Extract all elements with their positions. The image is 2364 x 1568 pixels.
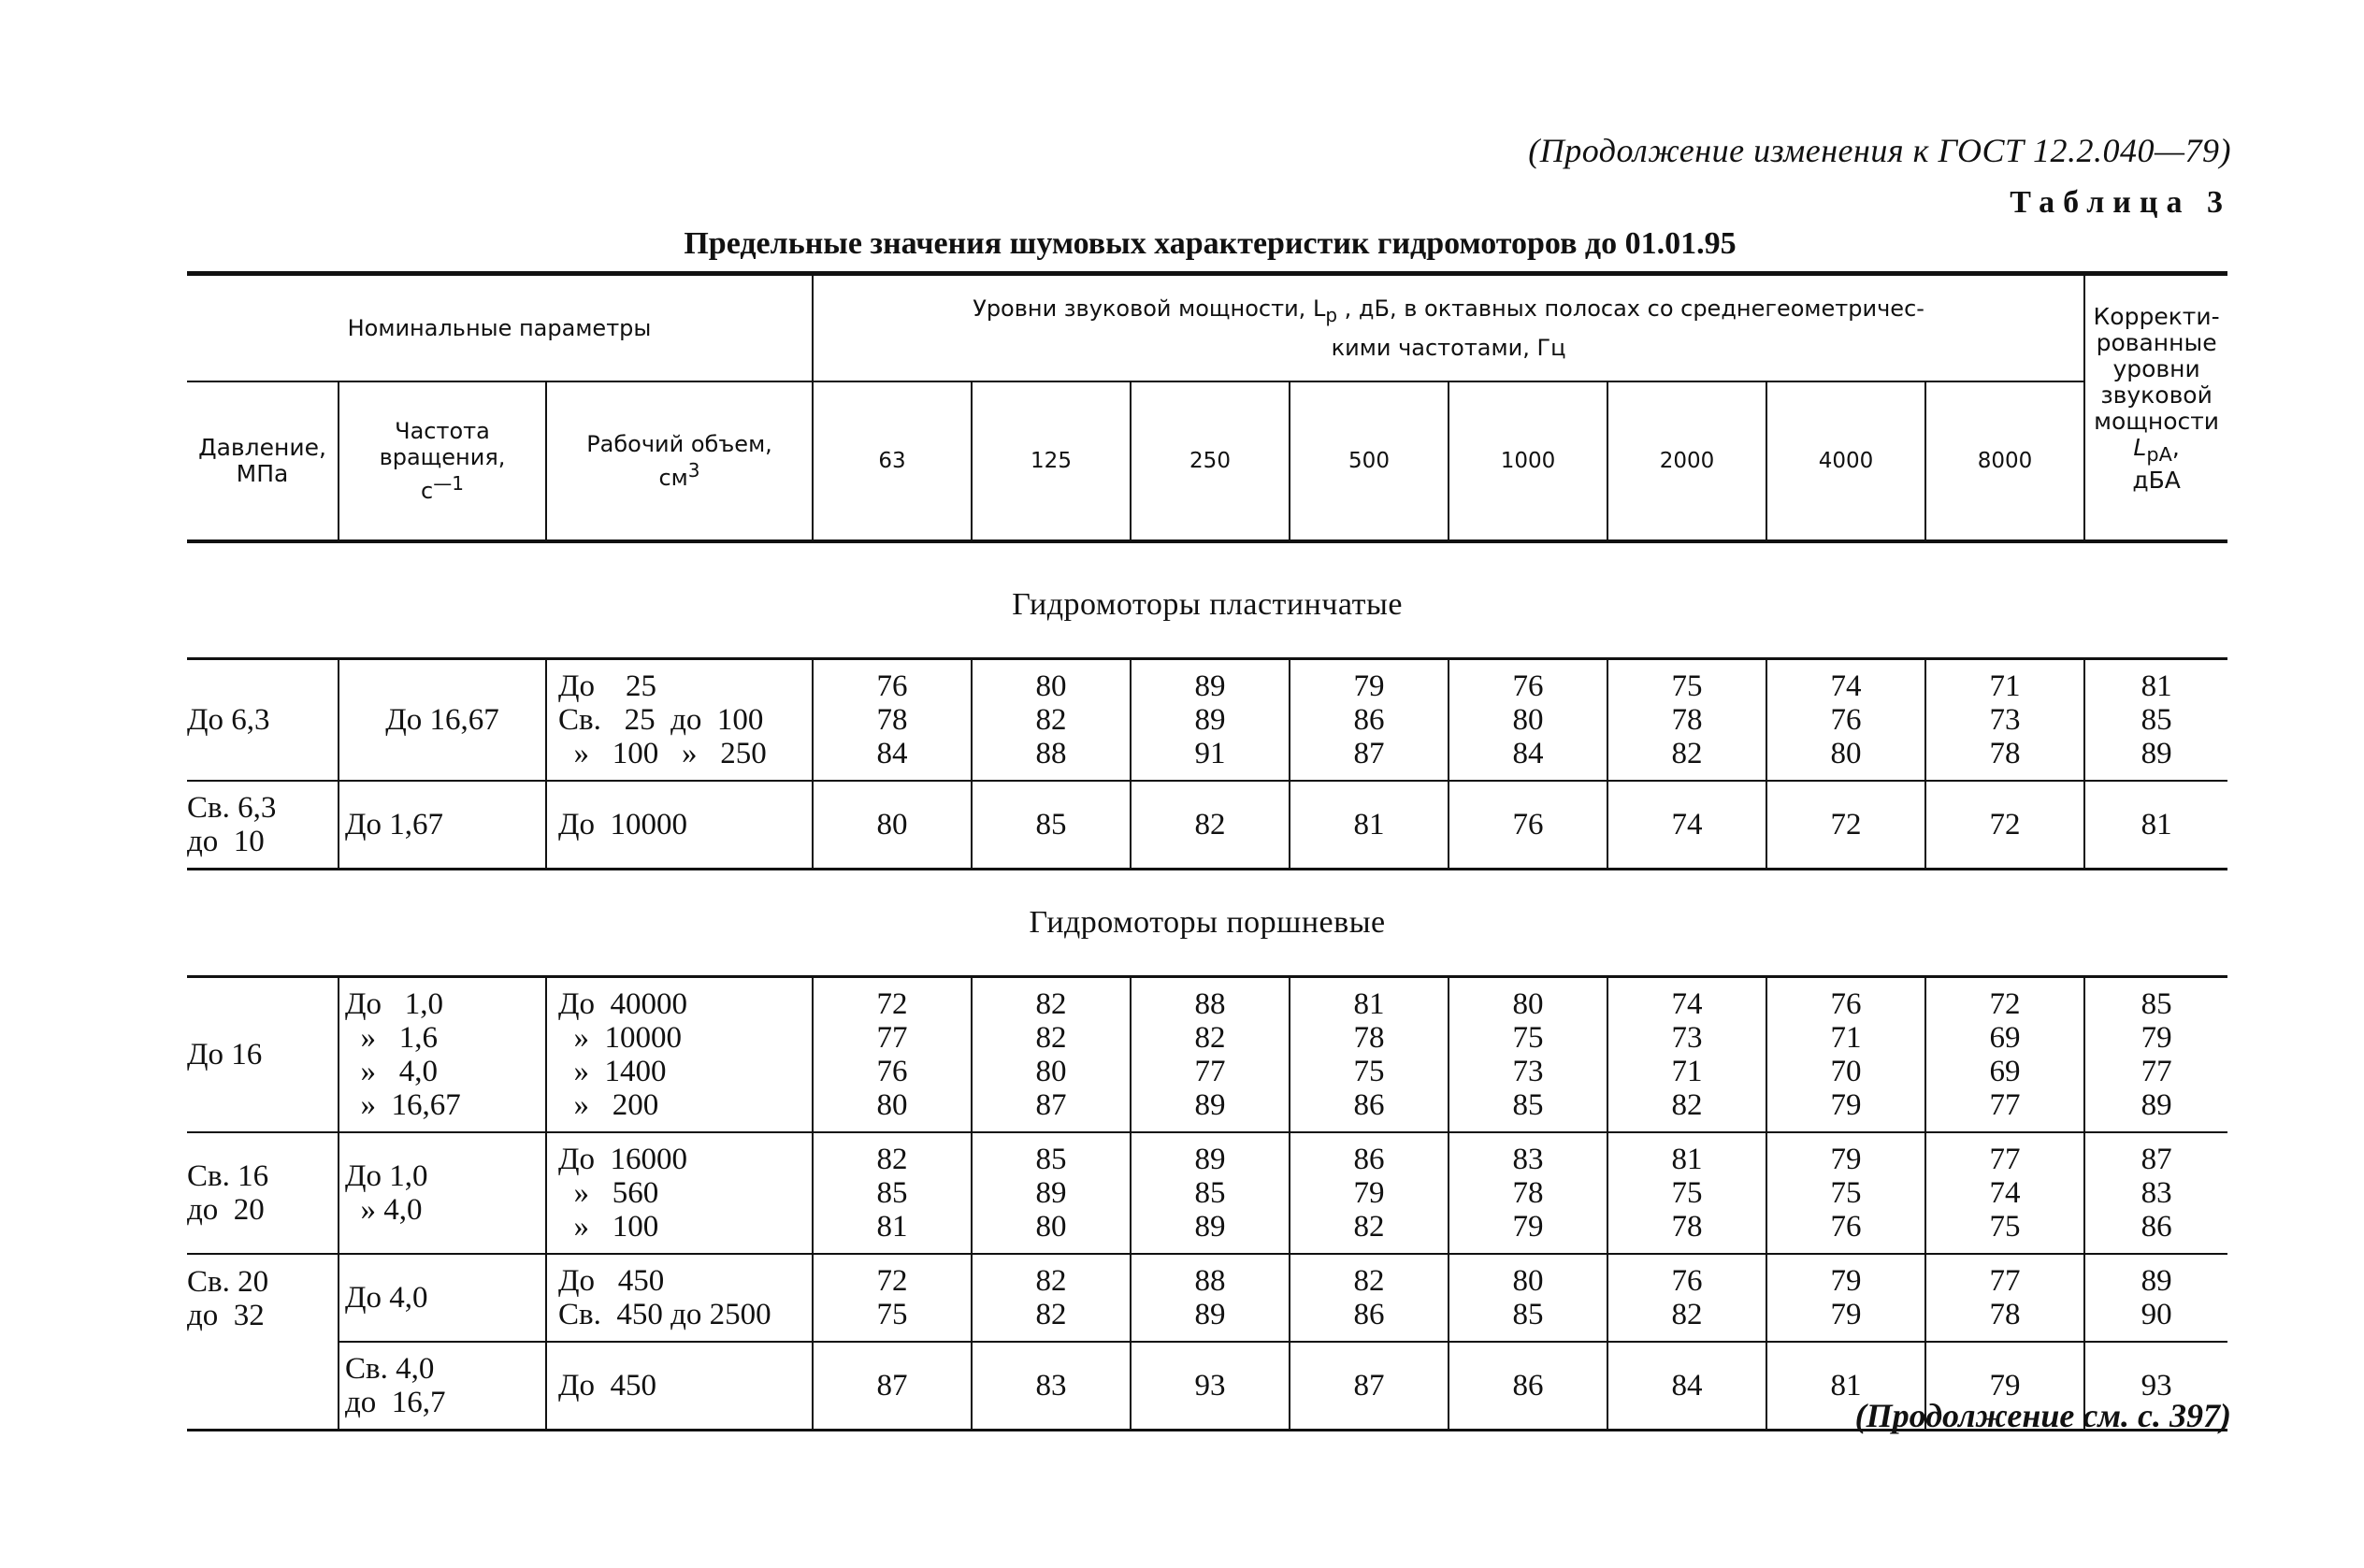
- value-cell-band-125-line: 82: [1035, 1264, 1067, 1298]
- value-cell-band-63-line: 77: [876, 1021, 908, 1055]
- value-cell-band-1000-line: 76: [1512, 669, 1544, 703]
- value-cell-band-500-line: 75: [1353, 1055, 1385, 1088]
- volume-cell: [546, 1132, 813, 1254]
- pressure-cell-line: до 32: [187, 1298, 265, 1332]
- value-cell-band-250: [1131, 1342, 1290, 1431]
- value-cell-band-8000-line: 69: [1989, 1055, 2021, 1088]
- header-nominal-params: Номинальные параметры: [187, 274, 813, 382]
- volume-cell: [546, 1342, 813, 1431]
- value-cell-band-2000-line: 78: [1671, 703, 1703, 737]
- value-cell-band-2000-line: 81: [1671, 1143, 1703, 1176]
- value-cell-band-63-line: 81: [876, 1210, 908, 1244]
- value-cell-band-1000-line: 79: [1512, 1210, 1544, 1244]
- value-cell-band-63: [813, 1132, 972, 1254]
- value-cell-band-63-line: 80: [876, 1088, 908, 1122]
- corrected-level-cell: [2084, 1254, 2227, 1342]
- value-cell-band-500: [1290, 659, 1449, 782]
- value-cell-band-2000-line: 74: [1671, 808, 1703, 842]
- value-cell-band-250-line: 89: [1194, 1210, 1226, 1244]
- frequency-cell: [339, 1342, 546, 1431]
- value-cell-band-1000-line: 80: [1512, 1264, 1544, 1298]
- frequency-cell-line: » 16,67: [345, 1088, 461, 1122]
- corrected-level-cell: [2084, 1132, 2227, 1254]
- value-cell-band-2000-line: 75: [1671, 669, 1703, 703]
- volume-cell-line: Св. 25 до 100: [558, 703, 764, 737]
- frequency-cell: [339, 1132, 546, 1254]
- pressure-cell-line: До 16: [187, 1038, 263, 1072]
- value-cell-band-1000: [1449, 1132, 1607, 1254]
- header-band-250: 250: [1131, 381, 1290, 541]
- value-cell-band-1000-line: 76: [1512, 808, 1544, 842]
- value-cell-band-8000-line: 77: [1989, 1088, 2021, 1122]
- value-cell-band-250-line: 89: [1194, 669, 1226, 703]
- value-cell-band-8000: [1925, 977, 2084, 1133]
- volume-cell-line: До 450: [558, 1264, 665, 1298]
- value-cell-band-63: [813, 1342, 972, 1431]
- value-cell-band-1000: [1449, 1254, 1607, 1342]
- value-cell-band-1000-line: 86: [1512, 1369, 1544, 1403]
- value-cell-band-63: [813, 977, 972, 1133]
- volume-cell-line: » 10000: [558, 1021, 682, 1055]
- volume-cell-line: До 450: [558, 1369, 657, 1403]
- value-cell-band-125-line: 82: [1035, 703, 1067, 737]
- value-cell-band-63: [813, 659, 972, 782]
- value-cell-band-8000-line: 77: [1989, 1264, 2021, 1298]
- table-row: [187, 977, 2227, 1133]
- value-cell-band-8000-line: 74: [1989, 1176, 2021, 1210]
- header-band-4000: 4000: [1766, 381, 1925, 541]
- value-cell-band-4000-line: 72: [1830, 808, 1862, 842]
- value-cell-band-500: [1290, 781, 1449, 870]
- frequency-cell: [339, 977, 546, 1133]
- pressure-cell: [187, 1132, 339, 1254]
- value-cell-band-125-line: 82: [1035, 1021, 1067, 1055]
- value-cell-band-250: [1131, 659, 1290, 782]
- value-cell-band-4000-line: 75: [1830, 1176, 1862, 1210]
- frequency-cell: [339, 1254, 546, 1342]
- corrected-level-cell-line: 90: [2141, 1298, 2172, 1331]
- value-cell-band-250-line: 85: [1194, 1176, 1226, 1210]
- corrected-level-cell-line: 86: [2141, 1210, 2172, 1244]
- pressure-cell: [187, 1254, 339, 1342]
- value-cell-band-8000-line: 72: [1989, 808, 2021, 842]
- volume-cell-line: » 200: [558, 1088, 659, 1122]
- corrected-level-cell-line: 77: [2141, 1055, 2172, 1088]
- value-cell-band-8000: [1925, 781, 2084, 870]
- frequency-cell-line: » 4,0: [345, 1055, 438, 1088]
- value-cell-band-4000-line: 76: [1830, 703, 1862, 737]
- value-cell-band-2000-line: 76: [1671, 1264, 1703, 1298]
- volume-cell-line: До 16000: [558, 1143, 688, 1176]
- continuation-header-note: (Продолжение изменения к ГОСТ 12.2.040—79): [1528, 132, 2231, 169]
- value-cell-band-4000-line: 79: [1830, 1088, 1862, 1122]
- value-cell-band-125: [972, 977, 1131, 1133]
- value-cell-band-500-line: 82: [1353, 1264, 1385, 1298]
- pressure-cell: [187, 977, 339, 1133]
- value-cell-band-4000-line: 81: [1830, 1369, 1862, 1403]
- value-cell-band-2000-line: 75: [1671, 1176, 1703, 1210]
- header-band-8000: 8000: [1925, 381, 2084, 541]
- value-cell-band-250-line: 77: [1194, 1055, 1226, 1088]
- value-cell-band-8000-line: 79: [1989, 1369, 2021, 1403]
- frequency-cell-line: До 1,0: [345, 987, 444, 1021]
- value-cell-band-4000-line: 79: [1830, 1143, 1862, 1176]
- value-cell-band-250-line: 93: [1194, 1369, 1226, 1403]
- header-band-2000: 2000: [1607, 381, 1766, 541]
- value-cell-band-8000: [1925, 1254, 2084, 1342]
- value-cell-band-500-line: 79: [1353, 1176, 1385, 1210]
- value-cell-band-63-line: 87: [876, 1369, 908, 1403]
- table-row: [187, 781, 2227, 870]
- volume-cell-line: » 560: [558, 1176, 659, 1210]
- value-cell-band-8000-line: 69: [1989, 1021, 2021, 1055]
- value-cell-band-2000: [1607, 1342, 1766, 1431]
- value-cell-band-4000-line: 79: [1830, 1264, 1862, 1298]
- corrected-level-cell-line: 93: [2141, 1369, 2172, 1403]
- table-row: [187, 1254, 2227, 1342]
- frequency-cell-line: » 4,0: [345, 1193, 423, 1227]
- pressure-cell-line: Св. 6,3: [187, 791, 277, 825]
- value-cell-band-125: [972, 781, 1131, 870]
- corrected-level-cell-line: 81: [2141, 808, 2172, 842]
- pressure-cell: [187, 659, 339, 782]
- value-cell-band-2000-line: 82: [1671, 737, 1703, 770]
- table-number: Таблица 3: [2010, 185, 2231, 220]
- value-cell-band-500-line: 86: [1353, 703, 1385, 737]
- value-cell-band-4000-line: 70: [1830, 1055, 1862, 1088]
- volume-cell-line: Св. 450 до 2500: [558, 1298, 771, 1331]
- value-cell-band-63-line: 72: [876, 987, 908, 1021]
- value-cell-band-8000-line: 78: [1989, 1298, 2021, 1331]
- pressure-cell-line: Св. 20: [187, 1264, 269, 1299]
- value-cell-band-125: [972, 659, 1131, 782]
- corrected-level-cell-line: 81: [2141, 669, 2172, 703]
- volume-cell: [546, 977, 813, 1133]
- value-cell-band-500-line: 78: [1353, 1021, 1385, 1055]
- value-cell-band-8000-line: 75: [1989, 1210, 2021, 1244]
- value-cell-band-500-line: 81: [1353, 808, 1385, 842]
- corrected-level-cell-line: 79: [2141, 1021, 2172, 1055]
- corrected-level-cell-line: 87: [2141, 1143, 2172, 1176]
- pressure-cell: [187, 781, 339, 870]
- value-cell-band-4000-line: 71: [1830, 1021, 1862, 1055]
- value-cell-band-125-line: 85: [1035, 1143, 1067, 1176]
- value-cell-band-1000: [1449, 781, 1607, 870]
- value-cell-band-500-line: 86: [1353, 1143, 1385, 1176]
- corrected-level-cell-line: 85: [2141, 987, 2172, 1021]
- value-cell-band-125: [972, 1254, 1131, 1342]
- value-cell-band-2000-line: 74: [1671, 987, 1703, 1021]
- pressure-cell: [187, 1342, 339, 1431]
- volume-cell: [546, 781, 813, 870]
- frequency-cell-line: До 4,0: [345, 1281, 428, 1315]
- corrected-level-cell-line: 83: [2141, 1176, 2172, 1210]
- value-cell-band-1000-line: 75: [1512, 1021, 1544, 1055]
- value-cell-band-2000-line: 78: [1671, 1210, 1703, 1244]
- value-cell-band-8000-line: 77: [1989, 1143, 2021, 1176]
- table-title: Предельные значения шумовых характеристик гидромоторов до 01.01.95: [684, 226, 1737, 261]
- value-cell-band-4000-line: 79: [1830, 1298, 1862, 1331]
- value-cell-band-500-line: 81: [1353, 987, 1385, 1021]
- value-cell-band-8000: [1925, 1132, 2084, 1254]
- value-cell-band-63-line: 82: [876, 1143, 908, 1176]
- value-cell-band-1000: [1449, 1342, 1607, 1431]
- table-row: [187, 1132, 2227, 1254]
- header-band-1000: 1000: [1449, 381, 1607, 541]
- value-cell-band-250-line: 89: [1194, 1143, 1226, 1176]
- value-cell-band-63-line: 72: [876, 1264, 908, 1298]
- value-cell-band-2000: [1607, 659, 1766, 782]
- corrected-level-cell-line: 89: [2141, 1088, 2172, 1122]
- value-cell-band-125-line: 89: [1035, 1176, 1067, 1210]
- value-cell-band-500-line: 86: [1353, 1088, 1385, 1122]
- value-cell-band-125-line: 85: [1035, 808, 1067, 842]
- value-cell-band-2000: [1607, 1132, 1766, 1254]
- value-cell-band-500-line: 87: [1353, 1369, 1385, 1403]
- header-working-volume: Рабочий объем, $см^3$: [546, 381, 813, 541]
- value-cell-band-2000-line: 71: [1671, 1055, 1703, 1088]
- value-cell-band-250: [1131, 1254, 1290, 1342]
- value-cell-band-500: [1290, 1132, 1449, 1254]
- volume-cell-line: До 40000: [558, 987, 688, 1021]
- pressure-cell-line: Св. 16: [187, 1159, 269, 1193]
- frequency-cell-line: До 1,0: [345, 1159, 428, 1193]
- value-cell-band-63-line: 85: [876, 1176, 908, 1210]
- value-cell-band-500: [1290, 1342, 1449, 1431]
- value-cell-band-63-line: 78: [876, 703, 908, 737]
- value-cell-band-250-line: 88: [1194, 1264, 1226, 1298]
- value-cell-band-4000: [1766, 1132, 1925, 1254]
- corrected-level-cell-line: 85: [2141, 703, 2172, 737]
- value-cell-band-500-line: 87: [1353, 737, 1385, 770]
- value-cell-band-2000-line: 82: [1671, 1088, 1703, 1122]
- value-cell-band-63-line: 80: [876, 808, 908, 842]
- value-cell-band-125-line: 80: [1035, 669, 1067, 703]
- value-cell-band-8000: [1925, 659, 2084, 782]
- section-heading-vane: Гидромоторы пластинчатые: [187, 541, 2227, 659]
- value-cell-band-125: [972, 1342, 1131, 1431]
- value-cell-band-4000: [1766, 659, 1925, 782]
- value-cell-band-1000-line: 80: [1512, 703, 1544, 737]
- value-cell-band-250-line: 89: [1194, 1298, 1226, 1331]
- value-cell-band-1000-line: 83: [1512, 1143, 1544, 1176]
- value-cell-band-500-line: 86: [1353, 1298, 1385, 1331]
- volume-cell-line: » 100 » 250: [558, 737, 767, 770]
- corrected-level-cell: [2084, 659, 2227, 782]
- corrected-level-cell-line: 89: [2141, 737, 2172, 770]
- value-cell-band-125-line: 80: [1035, 1210, 1067, 1244]
- value-cell-band-4000: [1766, 781, 1925, 870]
- value-cell-band-250-line: 82: [1194, 808, 1226, 842]
- value-cell-band-125-line: 82: [1035, 1298, 1067, 1331]
- value-cell-band-63: [813, 1254, 972, 1342]
- value-cell-band-250-line: 82: [1194, 1021, 1226, 1055]
- section-heading-piston: Гидромоторы поршневые: [187, 870, 2227, 977]
- value-cell-band-63: [813, 781, 972, 870]
- value-cell-band-1000-line: 84: [1512, 737, 1544, 770]
- value-cell-band-4000-line: 74: [1830, 669, 1862, 703]
- value-cell-band-500-line: 82: [1353, 1210, 1385, 1244]
- value-cell-band-1000: [1449, 977, 1607, 1133]
- value-cell-band-125-line: 88: [1035, 737, 1067, 770]
- value-cell-band-1000-line: 85: [1512, 1298, 1544, 1331]
- frequency-cell-line: до 16,7: [345, 1386, 446, 1419]
- value-cell-band-63-line: 76: [876, 669, 908, 703]
- header-sound-power-levels: Уровни звуковой мощности, $L_р$ , дБ, в октавных полосах со среднегеометричес- кими частотами, Гц: [813, 274, 2084, 382]
- value-cell-band-63-line: 76: [876, 1055, 908, 1088]
- noise-limits-table: [187, 271, 2227, 1431]
- value-cell-band-8000-line: 78: [1989, 737, 2021, 770]
- value-cell-band-4000-line: 80: [1830, 737, 1862, 770]
- value-cell-band-250: [1131, 1132, 1290, 1254]
- value-cell-band-1000-line: 78: [1512, 1176, 1544, 1210]
- pressure-cell-line: до 20: [187, 1193, 265, 1227]
- value-cell-band-250-line: 88: [1194, 987, 1226, 1021]
- value-cell-band-125-line: 83: [1035, 1369, 1067, 1403]
- value-cell-band-2000: [1607, 977, 1766, 1133]
- continuation-footer-note: (Продолжение см. с. 397): [1854, 1397, 2231, 1434]
- value-cell-band-125-line: 80: [1035, 1055, 1067, 1088]
- value-cell-band-4000: [1766, 1254, 1925, 1342]
- frequency-cell: [339, 659, 546, 782]
- volume-cell: [546, 659, 813, 782]
- value-cell-band-8000-line: 72: [1989, 987, 2021, 1021]
- value-cell-band-1000-line: 73: [1512, 1055, 1544, 1088]
- value-cell-band-125-line: 87: [1035, 1088, 1067, 1122]
- value-cell-band-125-line: 82: [1035, 987, 1067, 1021]
- table-row: [187, 659, 2227, 782]
- header-pressure: Давление, МПа: [187, 381, 339, 541]
- frequency-cell-line: До 1,67: [345, 808, 444, 842]
- header-band-500: 500: [1290, 381, 1449, 541]
- value-cell-band-2000: [1607, 1254, 1766, 1342]
- header-band-63: 63: [813, 381, 972, 541]
- corrected-level-cell: [2084, 977, 2227, 1133]
- value-cell-band-4000-line: 76: [1830, 1210, 1862, 1244]
- value-cell-band-2000-line: 82: [1671, 1298, 1703, 1331]
- volume-cell-line: » 100: [558, 1210, 659, 1244]
- value-cell-band-250-line: 89: [1194, 703, 1226, 737]
- volume-cell: [546, 1254, 813, 1342]
- value-cell-band-63-line: 84: [876, 737, 908, 770]
- frequency-cell: [339, 781, 546, 870]
- value-cell-band-2000: [1607, 781, 1766, 870]
- header-corrected-levels: Корректи- рованные уровни звуковой мощности $L_{pA}$, дБА: [2084, 274, 2227, 542]
- frequency-cell-line: » 1,6: [345, 1021, 438, 1055]
- value-cell-band-1000: [1449, 659, 1607, 782]
- pressure-cell-line: до 10: [187, 825, 265, 858]
- value-cell-band-125: [972, 1132, 1131, 1254]
- value-cell-band-500: [1290, 977, 1449, 1133]
- value-cell-band-8000-line: 73: [1989, 703, 2021, 737]
- value-cell-band-63-line: 75: [876, 1298, 908, 1331]
- header-band-125: 125: [972, 381, 1131, 541]
- corrected-level-cell-line: 89: [2141, 1264, 2172, 1298]
- value-cell-band-1000-line: 85: [1512, 1088, 1544, 1122]
- value-cell-band-1000-line: 80: [1512, 987, 1544, 1021]
- value-cell-band-250-line: 89: [1194, 1088, 1226, 1122]
- volume-cell-line: До 10000: [558, 808, 688, 842]
- header-rotation-frequency: Частота вращения, $с^{—1}$: [339, 381, 546, 541]
- volume-cell-line: До 25: [558, 669, 657, 703]
- frequency-cell-line: Св. 4,0: [345, 1352, 435, 1386]
- corrected-level-cell: [2084, 781, 2227, 870]
- pressure-cell-line: До 6,3: [187, 703, 270, 737]
- value-cell-band-2000-line: 73: [1671, 1021, 1703, 1055]
- value-cell-band-2000-line: 84: [1671, 1369, 1703, 1403]
- volume-cell-line: » 1400: [558, 1055, 667, 1088]
- value-cell-band-4000: [1766, 977, 1925, 1133]
- value-cell-band-250-line: 91: [1194, 737, 1226, 770]
- frequency-cell-line: До 16,67: [385, 703, 499, 737]
- value-cell-band-8000-line: 71: [1989, 669, 2021, 703]
- value-cell-band-250: [1131, 781, 1290, 870]
- value-cell-band-500-line: 79: [1353, 669, 1385, 703]
- value-cell-band-500: [1290, 1254, 1449, 1342]
- value-cell-band-4000-line: 76: [1830, 987, 1862, 1021]
- value-cell-band-250: [1131, 977, 1290, 1133]
